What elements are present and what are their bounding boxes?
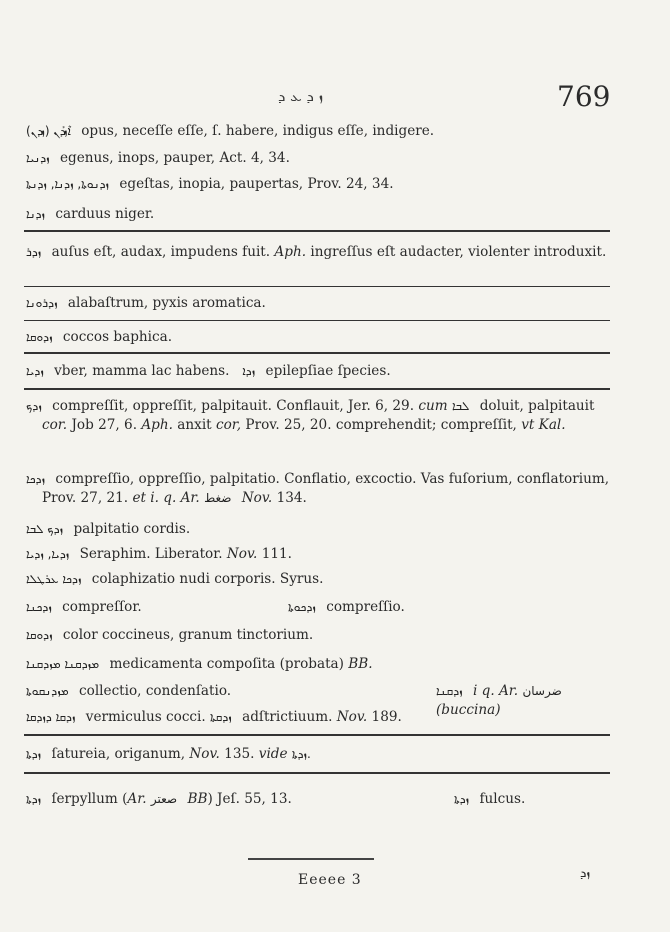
syriac-term: ܙܕܘܩܐ [26,628,53,642]
definition: egenus, inops, pauper, Act. 4, 34. [59,150,290,166]
section-rule [24,230,610,232]
entry [26,397,622,435]
nov-label: Nov. [226,546,258,562]
definition: Seraphim. Liberator. [79,546,223,562]
entry [26,294,606,313]
vide-label: vide [258,746,288,762]
entry [26,626,606,645]
syriac-term: ܙܕܢܐ [26,207,46,221]
syriac-term: ܙܕܘܩܐ [26,330,53,344]
definition-2: doluit, palpitauit [479,398,595,414]
section-rule [24,352,610,354]
syriac-term: ܙܕܪܘܢܐ [26,296,58,310]
entry [26,470,622,508]
reference: 111. [261,546,292,562]
definition-2: compreſſio. [326,599,405,615]
signature-mark: Eeeee 3 [298,872,362,888]
arabic-term: ضرسان [522,684,562,698]
syriac-term: ܙܕܟܢܐ [26,600,52,614]
entry [26,362,606,381]
syriac-term: ܙܕܬܐ [26,747,42,761]
buccina-gloss: (buccina) [436,702,501,718]
reference: Job 27, 6. [71,417,138,433]
bb-label: BB. [348,656,373,672]
definition-3: anxit [177,417,212,433]
definition: compreſſit, oppreſſit, palpitauit. Conflauit, Jer. 6, 29. [52,398,415,414]
entry [26,243,622,262]
entry [26,655,606,674]
syriac-term: ܙܕܟ [26,399,42,413]
cor-label-2: cor, [215,417,242,433]
definition: coccos baphica. [62,329,173,345]
entry [26,175,606,194]
syriac-term: ܙܕܝܐ [26,364,44,378]
ar-label: Ar. [127,791,147,807]
entry [26,122,606,141]
definition: collectio, condenſatio. [79,683,232,699]
syriac-term: ܙܕܟܐ [26,472,46,486]
reference: ) Jeſ. 55, 13. [207,791,292,807]
syriac-term: ܙܕܢܘܬܐ, ܙܕܢܐ, ܙܕܢܬܐ [26,177,110,191]
definition: carduus niger. [55,206,155,222]
syriac-term: ܙܕܢܝܐ [26,151,50,165]
section-rule [24,286,610,287]
section-rule [24,772,610,774]
syriac-term: ܙܕܬܐ [26,792,42,806]
definition-cont: ingreſſus eſt audacter, violenter introduxit. [310,244,607,260]
entry [26,328,606,347]
definition-2: adſtrictiuum. [242,709,333,725]
catchword: ܙܕ [580,866,591,881]
entry [26,598,606,617]
syriac-term: ܙܕܪ [26,245,42,259]
entry [26,790,606,809]
subentry [454,790,525,809]
syriac-term: (ܙܕܢ) ܐܶܙܕܰܢ [26,124,71,138]
section-rule [24,388,610,390]
definition: opus, neceſſe eſſe, ſ. habere, indigus eſſe, indigere. [81,123,435,139]
entry [26,149,606,168]
definition: ſerpyllum ( [51,791,128,807]
definition-4: Prov. 25, 20. comprehendit; compreſſit, [245,417,517,433]
entry [26,545,606,564]
definition: ſatureia, origanum, [51,746,186,762]
page-number: 769 [557,80,611,113]
syriac-term: ܡܙܕܩܢܐ ܡܙܕܩܢܐ [26,657,100,671]
arabic-term: صعتر [150,792,178,806]
syriac-term: ܙܕܟܐ ܥܪܛܠܐ [26,572,82,586]
definition: medicamenta compoſita (probata) [109,656,344,672]
syriac-term-2: ܠܒܐ [451,399,470,413]
entry [26,520,606,539]
definition: auſus eſt, audax, impudens fuit. [51,244,271,260]
cum-label: cum [418,398,448,414]
cor-label: cor. [42,417,68,433]
entry [26,570,606,589]
syriac-term-2: ܙܕܩܢܐ [436,684,463,698]
syriac-term-2: ܙܕܬܐ [454,792,470,806]
nov-label: Nov. [189,746,220,762]
reference: 189. [371,709,402,725]
vt-kal-label: vt Kal. [521,417,566,433]
definition: color coccineus, granum tinctorium. [62,627,314,643]
syriac-ref: ܙܕܬܐ. [291,747,311,761]
syriac-term-2: ܙܕܟܘܬܐ [288,600,316,614]
etiq-label: et i. q. Ar. [132,490,200,506]
syriac-term: ܙܕܟ ܠܒܐ [26,522,64,536]
definition: vermiculus cocci. [85,709,206,725]
aph-label: Aph. [141,417,173,433]
bb-label: BB [187,791,208,807]
definition-2: epilepſiae ſpecies. [265,363,391,379]
definition: alabaſtrum, pyxis aromatica. [67,295,266,311]
entry [26,205,606,224]
entry [26,745,606,764]
footer-rule [248,858,374,860]
reference: 135. [224,746,255,762]
running-head: ܙ ܕ ܥ ܕ [278,87,324,105]
definition: compreſſor. [62,599,142,615]
syriac-term: ܙܕܝܐ, ܙܕܝܐ [26,547,70,561]
definition: palpitatio cordis. [73,521,191,537]
definition: vber, mamma lac habens. [54,363,230,379]
definition: colaphizatio nudi corporis. Syrus. [91,571,324,587]
nov-label: Nov. [336,709,368,725]
section-rule [24,734,610,736]
iq-label: i q. Ar. [472,683,519,699]
aph-label: Aph. [274,244,307,260]
nov-label: Nov. [241,490,273,506]
entry [26,708,606,727]
reference: 134. [276,490,307,506]
syriac-term: ܡܙܕܢܩܘܬܐ [26,684,69,698]
section-rule [24,320,610,321]
definition: egeſtas, inopia, paupertas, Prov. 24, 34. [119,176,394,192]
definition-2: fulcus. [479,791,526,807]
syriac-term-2: ܙܕܐ [242,364,256,378]
subentry [288,598,405,617]
definition: compreſſio, oppreſſio, palpitatio. Conflatio, excoctio. Vas fuſorium, conflatorium, Prov. 27, 21. [42,471,610,506]
syriac-term-2: ܙܕܩܬܐ [210,710,232,724]
arabic-term: ضغط [204,491,232,505]
syriac-term: ܙܕܩܐ ܕܙܕܩܐ [26,710,76,724]
